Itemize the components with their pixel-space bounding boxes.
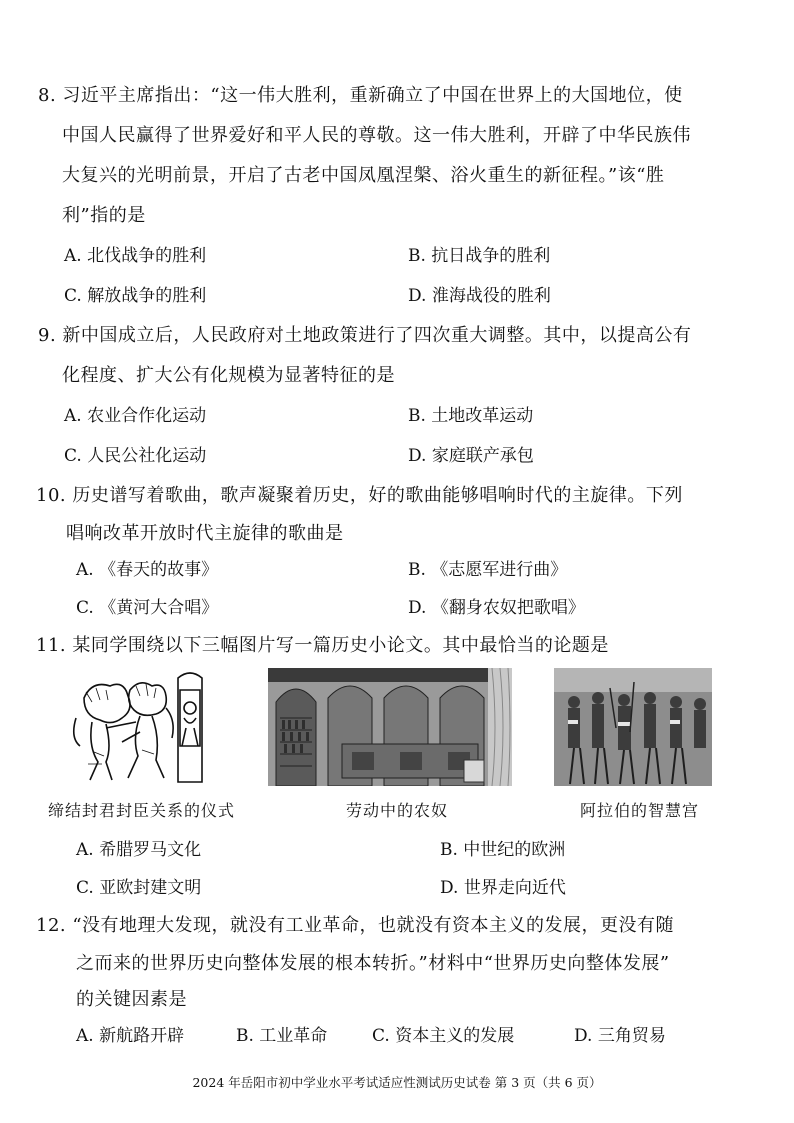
q8-line-2: 中国人民赢得了世界爱好和平人民的尊敬。这一伟大胜利，开辟了中华民族伟 [62, 125, 691, 146]
q10-line-1: 10. 历史谱写着歌曲，歌声凝聚着历史，好的歌曲能够唱响时代的主旋律。下列 [36, 485, 683, 506]
page-footer: 2024 年岳阳市初中学业水平考试适应性测试历史试卷 第 3 页（共 6 页） [192, 1075, 602, 1090]
feudal-ceremony-image [66, 668, 226, 786]
q11-option-b: B. 中世纪的欧洲 [440, 840, 566, 860]
q10-option-d: D. 《翻身农奴把歌唱》 [408, 598, 585, 618]
caption-2: 劳动中的农奴 [346, 801, 449, 820]
q9-option-d: D. 家庭联产承包 [408, 446, 534, 466]
q10-option-a: A. 《春天的故事》 [76, 560, 219, 580]
caption-1: 缔结封君封臣关系的仪式 [48, 801, 236, 820]
q12-option-d: D. 三角贸易 [574, 1026, 666, 1046]
q8-line-4: 利”指的是 [62, 205, 146, 226]
q12-line-2: 之而来的世界历史向整体发展的根本转折。”材料中“世界历史向整体发展” [76, 953, 670, 974]
q12-option-b: B. 工业革命 [236, 1026, 328, 1046]
q9-line-1: 9. 新中国成立后，人民政府对土地政策进行了四次重大调整。其中，以提高公有 [38, 325, 692, 346]
caption-3: 阿拉伯的智慧宫 [580, 801, 700, 820]
q11-option-c: C. 亚欧封建文明 [76, 878, 202, 898]
q11-option-a: A. 希腊罗马文化 [76, 840, 202, 860]
q12-line-3: 的关键因素是 [76, 989, 187, 1010]
q9-option-c: C. 人民公社化运动 [64, 446, 207, 466]
house-of-wisdom-image [554, 668, 712, 786]
q9-line-2: 化程度、扩大公有化规模为显著特征的是 [62, 365, 395, 386]
serfs-labor-image [268, 668, 512, 786]
q8-line-3: 大复兴的光明前景，开启了古老中国凤凰涅槃、浴火重生的新征程。”该“胜 [62, 165, 665, 186]
q10-line-2: 唱响改革开放时代主旋律的歌曲是 [66, 523, 344, 544]
q12-option-c: C. 资本主义的发展 [372, 1026, 515, 1046]
q11-line-1: 11. 某同学围绕以下三幅图片写一篇历史小论文。其中最恰当的论题是 [36, 635, 609, 656]
q12-line-1: 12. “没有地理大发现，就没有工业革命，也就没有资本主义的发展，更没有随 [36, 915, 675, 936]
q9-option-a: A. 农业合作化运动 [64, 406, 207, 426]
q8-option-c: C. 解放战争的胜利 [64, 286, 207, 306]
q8-option-d: D. 淮海战役的胜利 [408, 286, 551, 306]
q8-option-b: B. 抗日战争的胜利 [408, 246, 551, 266]
q12-option-a: A. 新航路开辟 [76, 1026, 185, 1046]
q9-option-b: B. 土地改革运动 [408, 406, 534, 426]
q8-option-a: A. 北伐战争的胜利 [64, 246, 207, 266]
q10-option-b: B. 《志愿军进行曲》 [408, 560, 568, 580]
q8-line-1: 8. 习近平主席指出：“这一伟大胜利，重新确立了中国在世界上的大国地位，使 [38, 85, 683, 106]
q10-option-c: C. 《黄河大合唱》 [76, 598, 219, 618]
q11-option-d: D. 世界走向近代 [440, 878, 566, 898]
